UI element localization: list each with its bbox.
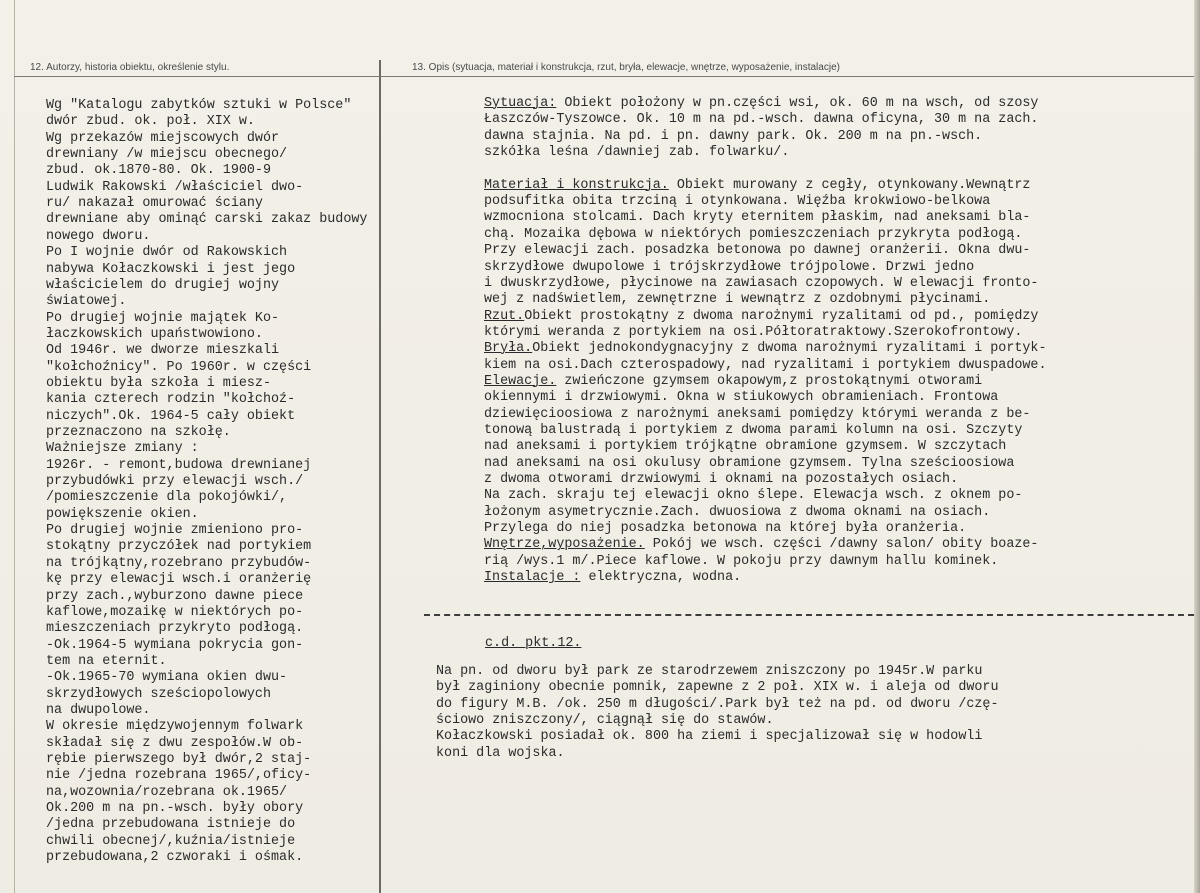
description-line xyxy=(484,390,998,406)
history-line: -Ok.1965-70 wymiana okien dwu- xyxy=(46,670,288,686)
history-line: kania czterech rodzin "kołchoź- xyxy=(46,392,296,408)
section-text: szkółka leśna /dawniej zab. folwarku/. xyxy=(484,145,790,161)
history-line: nowego dworu. xyxy=(46,228,151,244)
history-line: przybudówki przy elewacji wsch./ xyxy=(46,474,304,490)
history-line: Ludwik Rakowski /właściciel dwo- xyxy=(46,179,304,195)
history-line: tem na eternit. xyxy=(46,653,167,669)
history-line: Po drugiej wojnie majątek Ko- xyxy=(46,310,280,326)
history-line: niczych".Ok. 1964-5 cały obiekt xyxy=(46,408,296,424)
history-line: drewniane aby ominąć carski zakaz budowy xyxy=(46,212,368,228)
description-line xyxy=(484,505,990,521)
description-line xyxy=(484,456,1014,472)
history-line: /jedna przebudowana istnieje do xyxy=(46,817,296,833)
continuation-title: c.d. pkt.12. xyxy=(485,636,582,651)
history-line: Po drugiej wojnie zmieniono pro- xyxy=(46,523,304,539)
history-line: nie /jedna rozebrana 1965/,oficy- xyxy=(46,768,312,784)
section-text: Na zach. skraju tej elewacji okno ślepe. Elewacja wsch. z oknem po- xyxy=(484,488,1023,504)
history-line: Ważniejsze zmiany : xyxy=(46,441,199,457)
history-line: Po I wojnie dwór od Rakowskich xyxy=(46,245,288,261)
section-text: okiennymi i drzwiowymi. Okna w stiukowych obramieniach. Frontowa xyxy=(484,390,999,406)
description-line xyxy=(484,439,1006,455)
section-heading: Rzut. xyxy=(484,308,525,324)
section-text: Przylega do niej posadzka betonowa na której była oranżeria. xyxy=(484,521,967,537)
section-text: dziewięcioosiowa z narożnymi aneksami pomiędzy którymi weranda z be- xyxy=(484,406,1031,422)
dashed-separator xyxy=(424,614,1194,616)
description-line xyxy=(484,309,1038,325)
continuation-line: Na pn. od dworu był park ze starodrzewem zniszczony po 1945r.W parku xyxy=(436,664,983,679)
section-text: z dwoma otworami drzwiowymi i oknami na pozostałych osiach. xyxy=(484,472,959,488)
history-line: przeznaczono na szkołę. xyxy=(46,425,231,440)
history-line: obiektu była szkoła i miesz- xyxy=(46,375,271,391)
section-text: elektryczna, wodna. xyxy=(580,570,742,586)
continuation-line: do figury M.B. /ok. 250 m długości/.Park był też na pd. od dworu /czę- xyxy=(436,696,999,712)
history-line: światowej. xyxy=(46,294,127,310)
column-divider xyxy=(379,60,381,893)
description-line xyxy=(484,423,1022,439)
section-text: Obiekt prostokątny z dwoma narożnymi ryzalitami od pd., pomiędzy xyxy=(524,308,1039,324)
section-text: skrzydłowe dwupolowe i trójskrzydłowe trójpolowe. Drzwi jedno xyxy=(484,259,975,275)
description-line xyxy=(484,260,974,276)
section-text: wzmocniona stolcami. Dach kryty eternitem płaskim, nad aneksami bla- xyxy=(484,210,1031,226)
description-line xyxy=(484,292,990,308)
page-edge xyxy=(1194,0,1200,893)
header-right: 13. Opis (sytuacja, materiał i konstrukcja, rzut, bryła, elewacje, wnętrze, wyposażenie, instalacje) xyxy=(412,62,840,73)
history-line: powiększenie okien. xyxy=(46,506,199,522)
description-line xyxy=(484,129,982,145)
section-text: zwieńczone gzymsem okapowym,z prostokątnymi otworami xyxy=(556,373,983,389)
history-line: chwili obecnej/,kuźnia/istnieje xyxy=(46,833,296,849)
history-line: -Ok.1964-5 wymiana pokrycia gon- xyxy=(46,637,304,653)
section-text: kiem na osi.Dach czterospadowy, nad ryzalitami i portykiem dwuspadowe. xyxy=(484,357,1047,373)
section-heading: Materiał i konstrukcja. xyxy=(484,177,669,193)
section-text: chą. Mozaika dębowa w niektórych pomieszczeniach przykryta podłogą. xyxy=(484,226,1023,242)
history-line: łaczkowskich upaństwowiono. xyxy=(46,326,263,342)
description-line xyxy=(484,472,958,488)
section-text: Obiekt położony w pn.części wsi, ok. 60 m na wsch, od szosy xyxy=(556,96,1039,111)
description-line xyxy=(484,407,1030,423)
history-line: właścicielem do drugiej wojny xyxy=(46,277,280,293)
continuation-line: Kołaczkowski posiadał ok. 800 ha ziemi i specjalizował się w hodowli xyxy=(436,729,983,745)
history-line: dwór zbud. ok. poł. XIX w. xyxy=(46,114,255,130)
section-text: Obiekt jednokondygnacyjny z dwoma narożnymi ryzalitami i portyk- xyxy=(532,341,1047,357)
continuation-line: koni dla wojska. xyxy=(436,745,565,761)
section-text: i dwuskrzydłowe, płycinowe na zawiasach czopowych. W elewacji fronto- xyxy=(484,275,1039,291)
history-line: Ok.200 m na pn.-wsch. były obory xyxy=(46,801,304,817)
description-line xyxy=(484,537,1038,553)
description-line xyxy=(484,178,1030,194)
section-heading: Sytuacja: xyxy=(484,96,557,111)
history-line: zbud. ok.1870-80. Ok. 1900-9 xyxy=(46,163,271,179)
header-rule xyxy=(14,76,1194,77)
description-line xyxy=(484,341,1047,357)
section-text: którymi weranda z portykiem na osi.Półtoratraktowy.Szerokofrontowy. xyxy=(484,324,1023,340)
history-line: 1926r. - remont,budowa drewnianej xyxy=(46,457,312,473)
section-text: dawna stajnia. Na pd. i pn. dawny park. Ok. 200 m na pn.-wsch. xyxy=(484,128,983,144)
section-text: tonową balustradą i portykiem z dwoma parami kolumn na osi. Szczyty xyxy=(484,423,1023,438)
left-margin-line xyxy=(14,0,15,893)
history-line: Wg przekazów miejscowych dwór xyxy=(46,130,280,146)
description-line xyxy=(484,96,1038,112)
section-text: nad aneksami i portykiem trójkątne obramione gzymsem. W szczytach xyxy=(484,439,1007,455)
continuation-line: był zaginiony obecnie pomnik, zapewne z 2 poł. XIX w. i aleja od dworu xyxy=(436,680,999,696)
description-line xyxy=(484,210,1030,226)
description-line xyxy=(484,325,1022,341)
history-line: przebudowana,2 czworaki i ośmak. xyxy=(46,850,304,866)
description-line xyxy=(484,554,998,570)
history-line: stokątny przyczółek nad portykiem xyxy=(46,539,312,555)
section-heading: Elewacje. xyxy=(484,373,557,389)
description-line xyxy=(484,112,1038,128)
section-text: Obiekt murowany z cegły, otynkowany.Wewnątrz xyxy=(668,177,1031,193)
history-line: W okresie międzywojennym folwark xyxy=(46,719,304,735)
section-heading: Instalacje : xyxy=(484,570,581,586)
history-line: rębie pierwszego był dwór,2 staj- xyxy=(46,752,312,767)
description-line xyxy=(484,521,966,537)
description-line xyxy=(484,243,1030,259)
continuation-line: ściowo zniszczony/, ciągnął się do stawów. xyxy=(436,712,774,728)
history-line: kę przy elewacji wsch.i oranżerię xyxy=(46,572,312,588)
section-text: Pokój we wsch. części /dawny salon/ obity boaze- xyxy=(644,537,1039,553)
history-line: drewniany /w miejscu obecnego/ xyxy=(46,147,288,163)
header-left: 12. Autorzy, historia obiektu, określenie stylu. xyxy=(30,62,230,73)
history-line: /pomieszczenie dla pokojówki/, xyxy=(46,490,288,506)
description-line xyxy=(484,488,1022,504)
description-line xyxy=(484,570,741,586)
history-line: nabywa Kołaczkowski i jest jego xyxy=(46,261,296,277)
description-line xyxy=(484,374,982,390)
description-line xyxy=(484,227,1022,243)
history-line: składał się z dwu zespołów.W ob- xyxy=(46,735,304,751)
section-text: podsufitka obita trzciną i otynkowana. Więźba krokwiowo-belkowa xyxy=(484,194,991,210)
section-text: łożonym asymetrycznie.Zach. dwuosiowa z dwoma oknami na osiach. xyxy=(484,504,991,520)
section-text: Łaszczów-Tyszowce. Ok. 10 m na pd.-wsch. dawna oficyna, 30 m na zach. xyxy=(484,112,1039,128)
description-line xyxy=(484,276,1038,292)
history-line: Wg "Katalogu zabytków sztuki w Polsce" xyxy=(46,98,352,113)
history-line: ru/ nakazał omurować ściany xyxy=(46,196,263,212)
description-line xyxy=(484,358,1047,374)
history-line: mieszczeniach przykryto podłogą. xyxy=(46,621,304,637)
history-line: kaflowe,mozaikę w niektórych po- xyxy=(46,604,304,620)
history-line: "kołchoźnicy". Po 1960r. w części xyxy=(46,359,312,375)
history-line: Od 1946r. we dworze mieszkali xyxy=(46,343,280,359)
description-line xyxy=(484,145,789,161)
history-line: skrzydłowych sześciopolowych xyxy=(46,686,271,702)
section-heading: Bryła. xyxy=(484,341,533,357)
history-line: na,wozownia/rozebrana ok.1965/ xyxy=(46,784,288,800)
section-heading: Wnętrze,wyposażenie. xyxy=(484,537,645,553)
description-line xyxy=(484,194,990,210)
section-text: Przy elewacji zach. posadzka betonowa po dawnej oranżerii. Okna dwu- xyxy=(484,243,1031,259)
section-text: nad aneksami na osi okulusy obramione gzymsem. Tylna sześcioosiowa xyxy=(484,455,1015,471)
history-line: na trójkątny,rozebrano przybudów- xyxy=(46,555,312,571)
history-line: na dwupolowe. xyxy=(46,702,151,718)
history-line: przy zach.,wyburzono dawne piece xyxy=(46,588,304,604)
section-text: rią /wys.1 m/.Piece kaflowe. W pokoju przy dawnym hallu kominek. xyxy=(484,553,999,569)
section-text: wej z nadświetlem, zewnętrzne i wewnątrz z ozdobnymi płycinami. xyxy=(484,292,991,308)
